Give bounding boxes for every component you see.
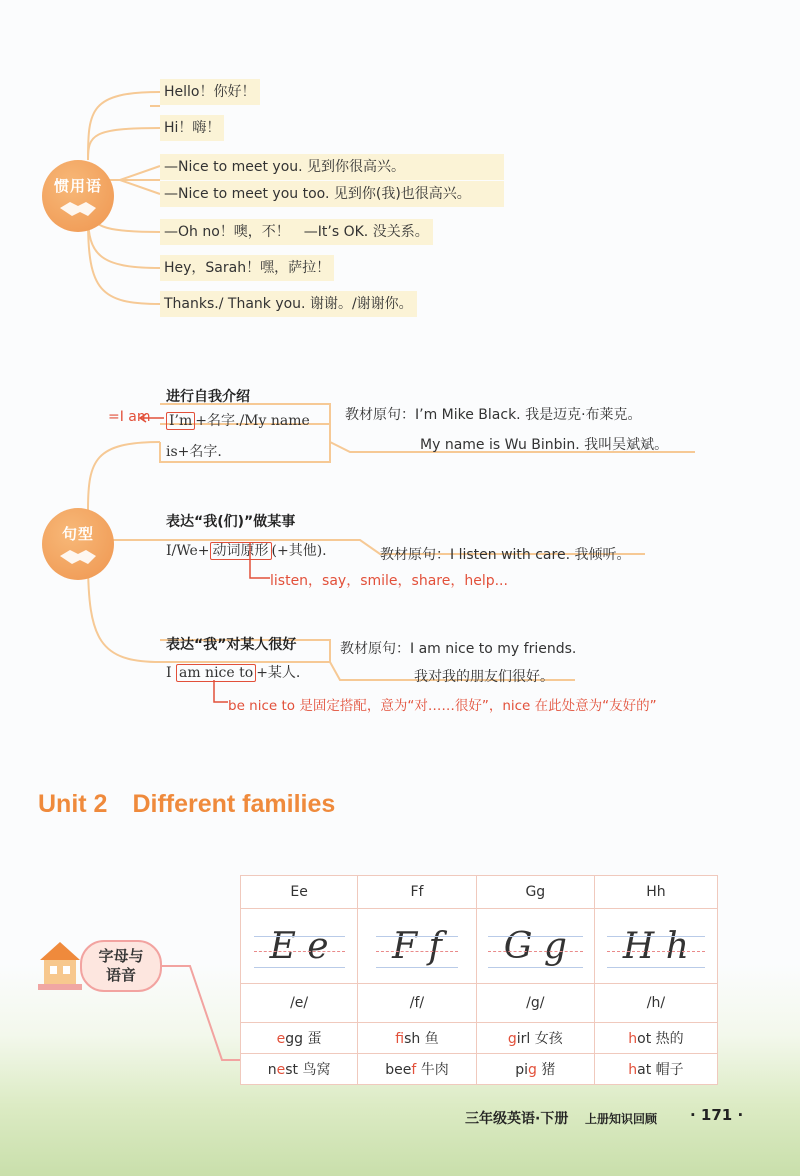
item2-pattern-boxed: 动词原形	[210, 542, 272, 560]
item2-title: 表达“我(们)”做某事	[166, 514, 296, 530]
letter-writing-f: F f	[392, 926, 442, 967]
idioms-badge-label: 惯用语	[53, 177, 102, 195]
page-number: · 171 ·	[690, 1106, 744, 1124]
letters-writing-row	[241, 909, 718, 984]
phrase-nice-to-meet: —Nice to meet you. 见到你很高兴。	[160, 154, 504, 180]
word-cell: beef 牛肉	[358, 1054, 477, 1085]
word-cell: hat 帽子	[594, 1054, 717, 1085]
phrase-thanks: Thanks./ Thank you. 谢谢。/谢谢你。	[160, 291, 417, 317]
letters-word-row-1	[241, 1023, 718, 1054]
word-cell: girl 女孩	[476, 1023, 594, 1054]
phonics-badge	[36, 936, 166, 992]
sentence-badge	[42, 508, 114, 580]
item3-pattern-start: I	[166, 665, 172, 681]
item3-pattern-boxed: am nice to	[176, 664, 256, 682]
phonics-badge-line1: 字母与	[98, 947, 144, 965]
item2-pattern-rest: (+其他).	[271, 543, 327, 559]
item3-pattern-rest: +某人.	[256, 665, 301, 681]
phonics-badge-bubble	[80, 940, 162, 992]
letters-header-row	[241, 876, 718, 909]
handshake-icon	[58, 544, 98, 566]
item3-original: 教材原句：I am nice to my friends.	[340, 641, 577, 657]
letter-head: Ff	[358, 876, 477, 909]
item3-original-line2: 我对我的朋友们很好。	[414, 669, 554, 685]
item2-original: 教材原句：I listen with care. 我倾听。	[380, 547, 631, 563]
item1-pattern	[166, 410, 310, 430]
ipa-cell: /f/	[358, 984, 477, 1023]
letters-word-row-2	[241, 1054, 718, 1085]
item1-title: 进行自我介绍	[166, 389, 250, 405]
item2-note: listen，say，smile，share，help...	[270, 573, 508, 589]
phrase-oh-no: —Oh no！噢，不！ —It’s OK. 没关系。	[160, 219, 433, 245]
item3-pattern	[166, 662, 300, 682]
phonics-badge-line2: 语音	[105, 966, 136, 984]
letter-head: Hh	[594, 876, 717, 909]
footer-book: 三年级英语·下册	[465, 1111, 569, 1127]
letter-writing-g: G g	[504, 926, 567, 967]
handshake-icon	[58, 196, 98, 218]
word-cell: fish 鱼	[358, 1023, 477, 1054]
item3-title: 表达“我”对某人很好	[166, 637, 297, 653]
word-cell: pig 猪	[476, 1054, 594, 1085]
phrase-hi: Hi！嗨！	[160, 115, 224, 141]
phrase-nice-to-meet-too: —Nice to meet you too. 见到你(我)也很高兴。	[160, 181, 504, 207]
phrase-hey-sarah: Hey，Sarah！嘿，萨拉！	[160, 255, 334, 281]
ipa-cell: /g/	[476, 984, 594, 1023]
idioms-badge	[42, 160, 114, 232]
item1-pattern-line2: is+名字.	[166, 444, 222, 460]
item1-pattern-rest: +名字./My name	[195, 413, 310, 429]
phrase-hello: Hello！你好！	[160, 79, 260, 105]
letter-head: Ee	[241, 876, 358, 909]
item2-pattern	[166, 540, 327, 560]
item1-side-note: =I am	[108, 409, 151, 425]
unit-title: Unit 2 Different families	[38, 790, 336, 818]
letter-head: Gg	[476, 876, 594, 909]
letter-writing-e: E e	[270, 926, 329, 967]
letters-table	[240, 875, 718, 1085]
footer-section: 上册知识回顾	[585, 1112, 658, 1126]
item3-note: be nice to 是固定搭配，意为“对……很好”，nice 在此处意为“友好的”	[228, 698, 657, 714]
letter-writing-h: H h	[623, 926, 689, 967]
item1-pattern-boxed: I’m	[166, 412, 195, 430]
word-cell: egg 蛋	[241, 1023, 358, 1054]
ipa-cell: /h/	[594, 984, 717, 1023]
item1-original: 教材原句：I’m Mike Black. 我是迈克·布莱克。	[345, 407, 642, 423]
letters-ipa-row	[241, 984, 718, 1023]
item1-original-line2: My name is Wu Binbin. 我叫吴斌斌。	[420, 437, 669, 453]
item2-pattern-start: I/We+	[166, 543, 210, 559]
ipa-cell: /e/	[241, 984, 358, 1023]
sentence-badge-label: 句型	[61, 525, 94, 543]
house-icon	[36, 938, 84, 992]
word-cell: nest 鸟窝	[241, 1054, 358, 1085]
word-cell: hot 热的	[594, 1023, 717, 1054]
